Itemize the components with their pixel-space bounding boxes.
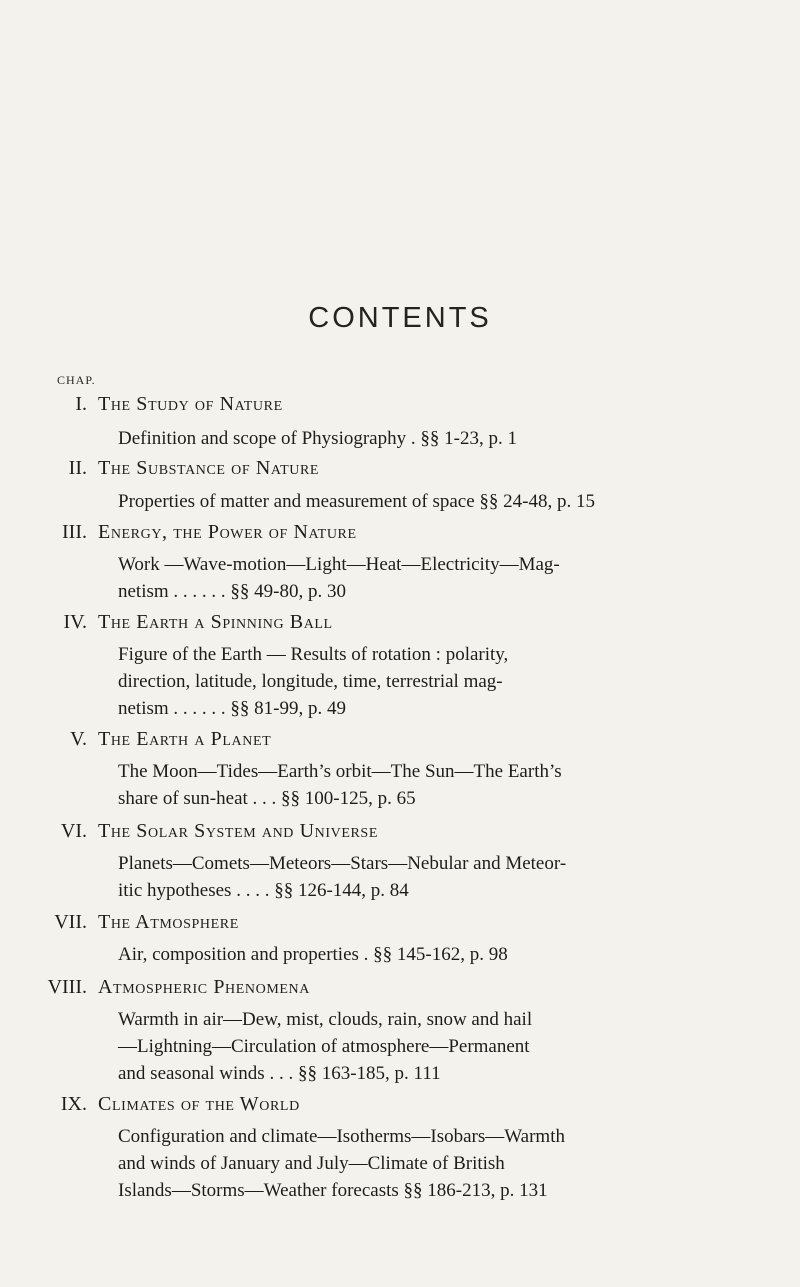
chapter-description [118,641,723,722]
chapter-number: III. [62,521,87,543]
description-line: itic hypotheses . . . . §§ 126-144, p. 84 [118,880,409,901]
chapter-heading: The Earth a Spinning Ball [98,611,333,633]
chapter-description [118,1006,723,1087]
chapter-description [118,941,723,968]
description-line: Air, composition and properties . §§ 145-162, p. 98 [118,944,508,965]
chapter-description [118,425,723,452]
description-line: and seasonal winds . . . §§ 163-185, p. 111 [118,1063,441,1084]
chapter-heading: The Atmosphere [98,911,239,933]
chapter-description [118,551,723,605]
chapter-heading: Energy, the Power of Nature [98,521,357,543]
description-line: Definition and scope of Physiography . §§ 1-23, p. 1 [118,428,517,449]
chapter-number: VI. [60,820,87,842]
chapter-heading: Atmospheric Phenomena [98,976,310,998]
chapter-number: II. [68,457,87,479]
chapter-number: IV. [63,611,87,633]
chapter-description [118,1123,723,1204]
page-title: CONTENTS [308,302,492,334]
description-line: netism . . . . . . §§ 81-99, p. 49 [118,698,346,719]
chapter-number: IX. [60,1093,87,1115]
chapter-heading: The Study of Nature [98,393,283,415]
chapter-description [118,850,723,904]
chapter-number: I. [75,393,87,415]
chapter-number: VIII. [47,976,87,998]
description-line: share of sun-heat . . . §§ 100-125, p. 65 [118,788,416,809]
description-line: Properties of matter and measurement of space §§ 24-48, p. 15 [118,491,595,512]
description-line: Planets—Comets—Meteors—Stars—Nebular and Meteor- [118,853,567,874]
description-line: Warmth in air—Dew, mist, clouds, rain, snow and hail [118,1009,533,1030]
description-line: —Lightning—Circulation of atmosphere—Permanent [118,1036,530,1057]
description-line: Configuration and climate—Isotherms—Isobars—Warmth [118,1126,565,1147]
chapter-number: V. [70,728,87,750]
description-line: direction, latitude, longitude, time, terrestrial mag- [118,671,503,692]
chap-column-label: CHAP. [57,373,96,387]
chapter-description [118,758,723,812]
chapter-heading: Climates of the World [98,1093,300,1115]
chapter-heading: The Earth a Planet [98,728,272,750]
chapter-number: VII. [54,911,87,933]
chapter-heading: The Substance of Nature [98,457,320,479]
description-line: Figure of the Earth — Results of rotation : polarity, [118,644,509,665]
description-line: and winds of January and July—Climate of British [118,1153,505,1174]
description-line: netism . . . . . . §§ 49-80, p. 30 [118,581,346,602]
chapter-description [118,488,723,515]
chapter-heading: The Solar System and Universe [98,820,378,842]
description-line: Islands—Storms—Weather forecasts §§ 186-213, p. 131 [118,1180,548,1201]
description-line: The Moon—Tides—Earth’s orbit—The Sun—The Earth’s [118,761,562,782]
description-line: Work —Wave-motion—Light—Heat—Electricity—Mag- [118,554,560,575]
